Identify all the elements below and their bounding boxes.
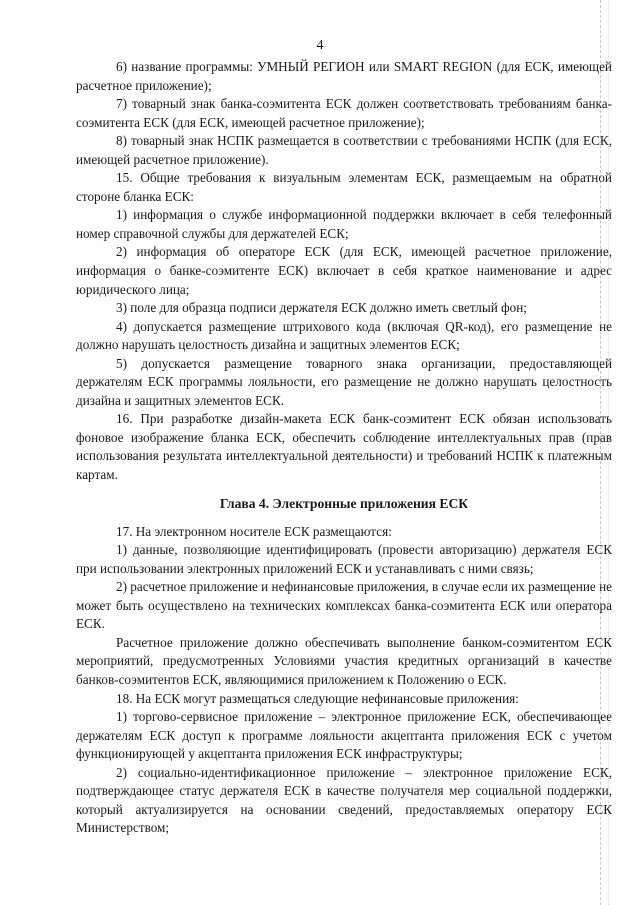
paragraph: 5) допускается размещение товарного знака организации, предоставляющей держателям ЕСК программы лояльности, его размещение не должно нарушать целостность дизайна и защитных элементов ЕСК. [76,355,612,408]
paragraph: 2) информация об операторе ЕСК (для ЕСК, имеющей расчетное приложение, информация о банке-соэмитенте ЕСК) включает в себя краткое наименование и адрес юридического лица; [76,244,612,297]
paragraph: 17. На электронном носителе ЕСК размещаются: [116,523,392,539]
paragraph: 16. При разработке дизайн-макета ЕСК банк-соэмитент ЕСК обязан использовать фоновое изображение бланка ЕСК, обеспечить соблюдение интеллектуальных прав (прав использования результата интеллектуальной деятельности) и требований НСПК к платежным картам. [76,411,612,483]
paragraph: 1) торгово-сервисное приложение – электронное приложение ЕСК, обеспечивающее держателям ЕСК доступ к программе лояльности акцептанта приложения ЕСК с учетом функционирующей у акцептанта приложения ЕСК инфраструктуры; [76,709,612,762]
paragraph: 15. Общие требования к визуальным элементам ЕСК, размещаемым на обратной стороне бланка ЕСК: [76,170,612,204]
document-body [76,58,612,838]
paragraph: 3) поле для образца подписи держателя ЕСК должно иметь светлый фон; [116,300,527,316]
paragraph: 7) товарный знак банка-соэмитента ЕСК должен соответствовать требованиям банка-соэмитента ЕСК (для ЕСК, имеющей расчетное приложение); [76,96,612,130]
paragraph: Расчетное приложение должно обеспечивать выполнение банком-соэмитентом ЕСК мероприятий, предусмотренных Условиями участия кредитных организаций в качестве банков-соэмитентов ЕСК, являющимися приложением к Положению о ЕСК. [76,634,612,687]
paragraph: 6) название программы: УМНЫЙ РЕГИОН или SMART REGION (для ЕСК, имеющей расчетное приложение); [76,59,612,93]
page-number: 4 [316,38,324,53]
paragraph: 2) социально-идентификационное приложение – электронное приложение ЕСК, подтверждающее статус держателя ЕСК в качестве получателя мер социальной поддержки, который актуализируется на основании сведений, предоставляемых оператору ЕСК Министерством; [76,764,612,836]
paragraph: 18. На ЕСК могут размещаться следующие нефинансовые приложения: [116,690,519,706]
paragraph: 8) товарный знак НСПК размещается в соответствии с требованиями НСПК (для ЕСК, имеющей расчетное приложение). [76,133,612,167]
paragraph: 4) допускается размещение штрихового кода (включая QR-код), его размещение не должно нарушать целостность дизайна и защитных элементов ЕСК; [76,318,612,353]
paragraph: 1) информация о службе информационной поддержки включает в себя телефонный номер справочной службы для держателей ЕСК; [76,207,612,241]
chapter-heading: Глава 4. Электронные приложения ЕСК [219,495,469,511]
paragraph: 2) расчетное приложение и нефинансовые приложения, в случае если их размещение не может быть осуществлено на технических комплексах банка-соэмитента ЕСК или оператора ЕСК. [76,579,612,632]
paragraph: 1) данные, позволяющие идентифицировать (провести авторизацию) держателя ЕСК при использовании электронных приложений ЕСК и устанавливать с ними связь; [76,542,612,576]
